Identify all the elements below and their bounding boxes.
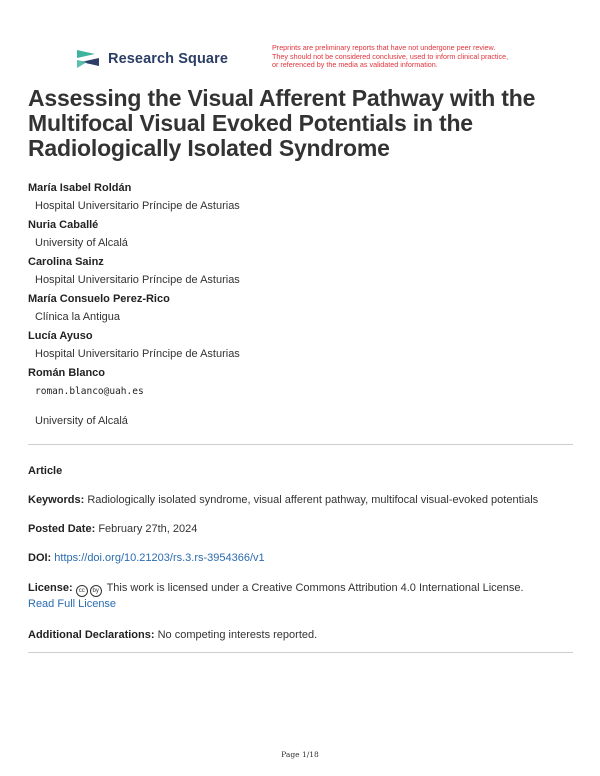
notice-line: or referenced by the media as validated information. bbox=[272, 60, 438, 70]
posted-date bbox=[28, 522, 578, 537]
research-square-logo-icon bbox=[75, 48, 101, 70]
posted-date-value: February 27th, 2024 bbox=[98, 523, 198, 535]
author-name: María Isabel Roldán bbox=[28, 182, 132, 194]
declarations-value: No competing interests reported. bbox=[157, 629, 318, 641]
author-name: Nuria Caballé bbox=[28, 219, 99, 231]
doi bbox=[28, 551, 578, 566]
posted-date-label: Posted Date: bbox=[28, 523, 96, 535]
divider bbox=[28, 652, 573, 653]
doi-link[interactable]: https://doi.org/10.21203/rs.3.rs-3954366/v1 bbox=[54, 552, 265, 564]
article-type-label: Article bbox=[28, 465, 63, 477]
keywords-value: Radiologically isolated syndrome, visual afferent pathway, multifocal visual-evoked potentials bbox=[87, 494, 539, 506]
keywords bbox=[28, 493, 578, 508]
author-affiliation: University of Alcalá bbox=[35, 237, 128, 249]
author-affiliation: Hospital Universitario Príncipe de Asturias bbox=[35, 200, 240, 212]
license bbox=[28, 581, 578, 612]
preprint-notice bbox=[272, 44, 572, 70]
author-name: María Consuelo Perez-Rico bbox=[28, 293, 170, 305]
attribution-icon: by bbox=[90, 585, 102, 597]
author-affiliation: Clínica la Antigua bbox=[35, 311, 120, 323]
author-list bbox=[28, 182, 573, 434]
doi-label: DOI: bbox=[28, 552, 52, 564]
author-name: Lucía Ayuso bbox=[28, 330, 93, 342]
page-number: Page 1/18 bbox=[281, 750, 319, 759]
paper-title: Assessing the Visual Afferent Pathway with the Multifocal Visual Evoked Potentials in the Radiologically Isolated Syndrome bbox=[28, 85, 536, 161]
author-affiliation: Hospital Universitario Príncipe de Asturias bbox=[35, 274, 240, 286]
notice-line: They should not be considered conclusive, used to inform clinical practice, bbox=[272, 51, 509, 61]
author-name: Román Blanco bbox=[28, 367, 106, 379]
author-email[interactable]: roman.blanco@uah.es bbox=[35, 386, 144, 397]
additional-declarations bbox=[28, 628, 578, 643]
notice-line: Preprints are preliminary reports that have not undergone peer review. bbox=[272, 43, 496, 52]
article-type bbox=[28, 464, 578, 479]
author-affiliation: University of Alcalá bbox=[35, 415, 128, 427]
author-affiliation: Hospital Universitario Príncipe de Asturias bbox=[35, 348, 240, 360]
keywords-label: Keywords: bbox=[28, 494, 85, 506]
author-name: Carolina Sainz bbox=[28, 256, 104, 268]
research-square-logo[interactable] bbox=[75, 48, 228, 70]
read-full-license-link[interactable]: Read Full License bbox=[28, 598, 117, 610]
creative-commons-icon: cc bbox=[76, 585, 88, 597]
declarations-label: Additional Declarations: bbox=[28, 629, 155, 641]
license-text: This work is licensed under a Creative Commons Attribution 4.0 International License. bbox=[106, 582, 524, 594]
divider bbox=[28, 444, 573, 445]
brand-name: Research Square bbox=[108, 51, 228, 67]
license-label: License: bbox=[28, 582, 73, 594]
